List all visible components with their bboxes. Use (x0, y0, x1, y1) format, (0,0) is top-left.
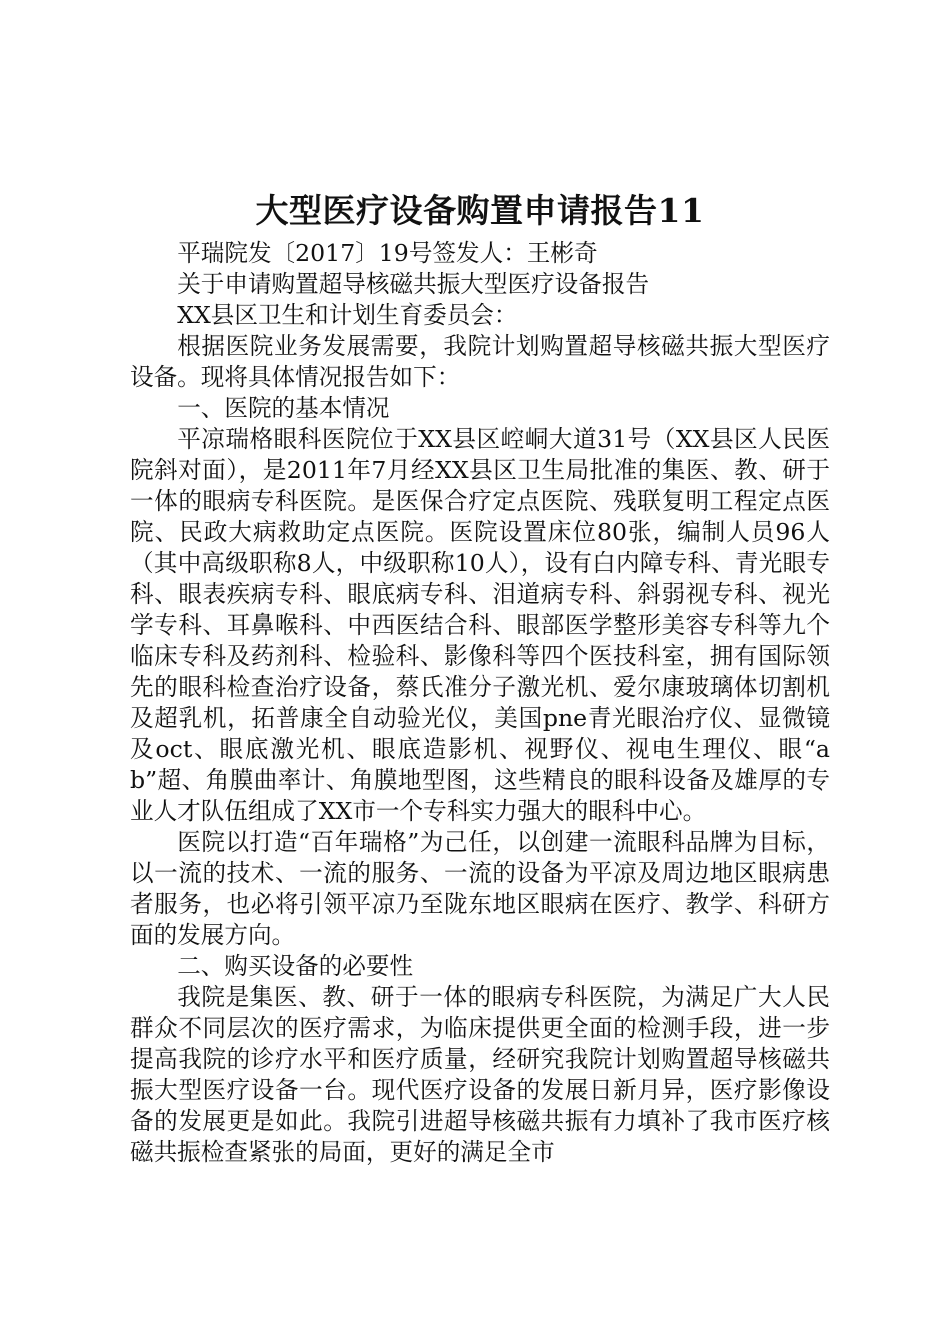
document-title: 大型医疗设备购置申请报告11 (255, 191, 705, 230)
hospital-info-paragraph: 平凉瑞格眼科医院位于XX县区崆峒大道31号（XX县区人民医院斜对面），是2011年7月经XX县区卫生局批准的集医、教、研于一体的眼病专科医院。是医保合疗定点医院、残联复明工程定点医院、民政大病救助定点医院。医院设置床位80张，编制人员96人（其中高级职称8人，中级职称10人），设有白内障专科、青光眼专科、眼表疾病专科、眼底病专科、泪道病专科、斜弱视专科、视光学专科、耳鼻喉科、中西医结合科、眼部医学整形美容专科等九个临床专科及药剂科、检验科、影像科等四个医技科室，拥有国际领先的眼科检查治疗设备，蔡氏准分子激光机、爱尔康玻璃体切割机及超乳机，拓普康全自动验光仪，美国pne青光眼治疗仪、显微镜及oct、眼底激光机、眼底造影机、视野仪、视电生理仪、眼“ab”超、角膜曲率计、角膜地型图，这些精良的眼科设备及雄厚的专业人才队伍组成了XX市一个专科实力强大的眼科中心。 (130, 425, 830, 825)
report-subject-line: 关于申请购置超导核磁共振大型医疗设备报告 (177, 270, 650, 298)
necessity-paragraph: 我院是集医、教、研于一体的眼病专科医院，为满足广大人民群众不同层次的医疗需求，为临床提供更全面的检测手段，进一步提高我院的诊疗水平和医疗质量，经研究我院计划购置超导核磁共振大型医疗设备一台。现代医疗设备的发展日新月异，医疗影像设备的发展更是如此。我院引进超导核磁共振有力填补了我市医疗核磁共振检查紧张的局面，更好的满足全市 (130, 983, 830, 1166)
section-heading-1: 一、医院的基本情况 (177, 394, 390, 422)
recipient-line: XX县区卫生和计划生育委员会： (177, 301, 518, 329)
document-number-line: 平瑞院发〔2017〕19号签发人：王彬奇 (177, 239, 598, 267)
hospital-mission-paragraph: 医院以打造“百年瑞格”为己任，以创建一流眼科品牌为目标，以一流的技术、一流的服务、一流的设备为平凉及周边地区眼病患者服务，也必将引领平凉乃至陇东地区眼病在医疗、教学、科研方面的发展方向。 (130, 828, 830, 949)
document-page (130, 184, 830, 1168)
section-heading-2: 二、购买设备的必要性 (177, 952, 414, 980)
intro-paragraph: 根据医院业务发展需要，我院计划购置超导核磁共振大型医疗设备。现将具体情况报告如下： (130, 332, 830, 391)
